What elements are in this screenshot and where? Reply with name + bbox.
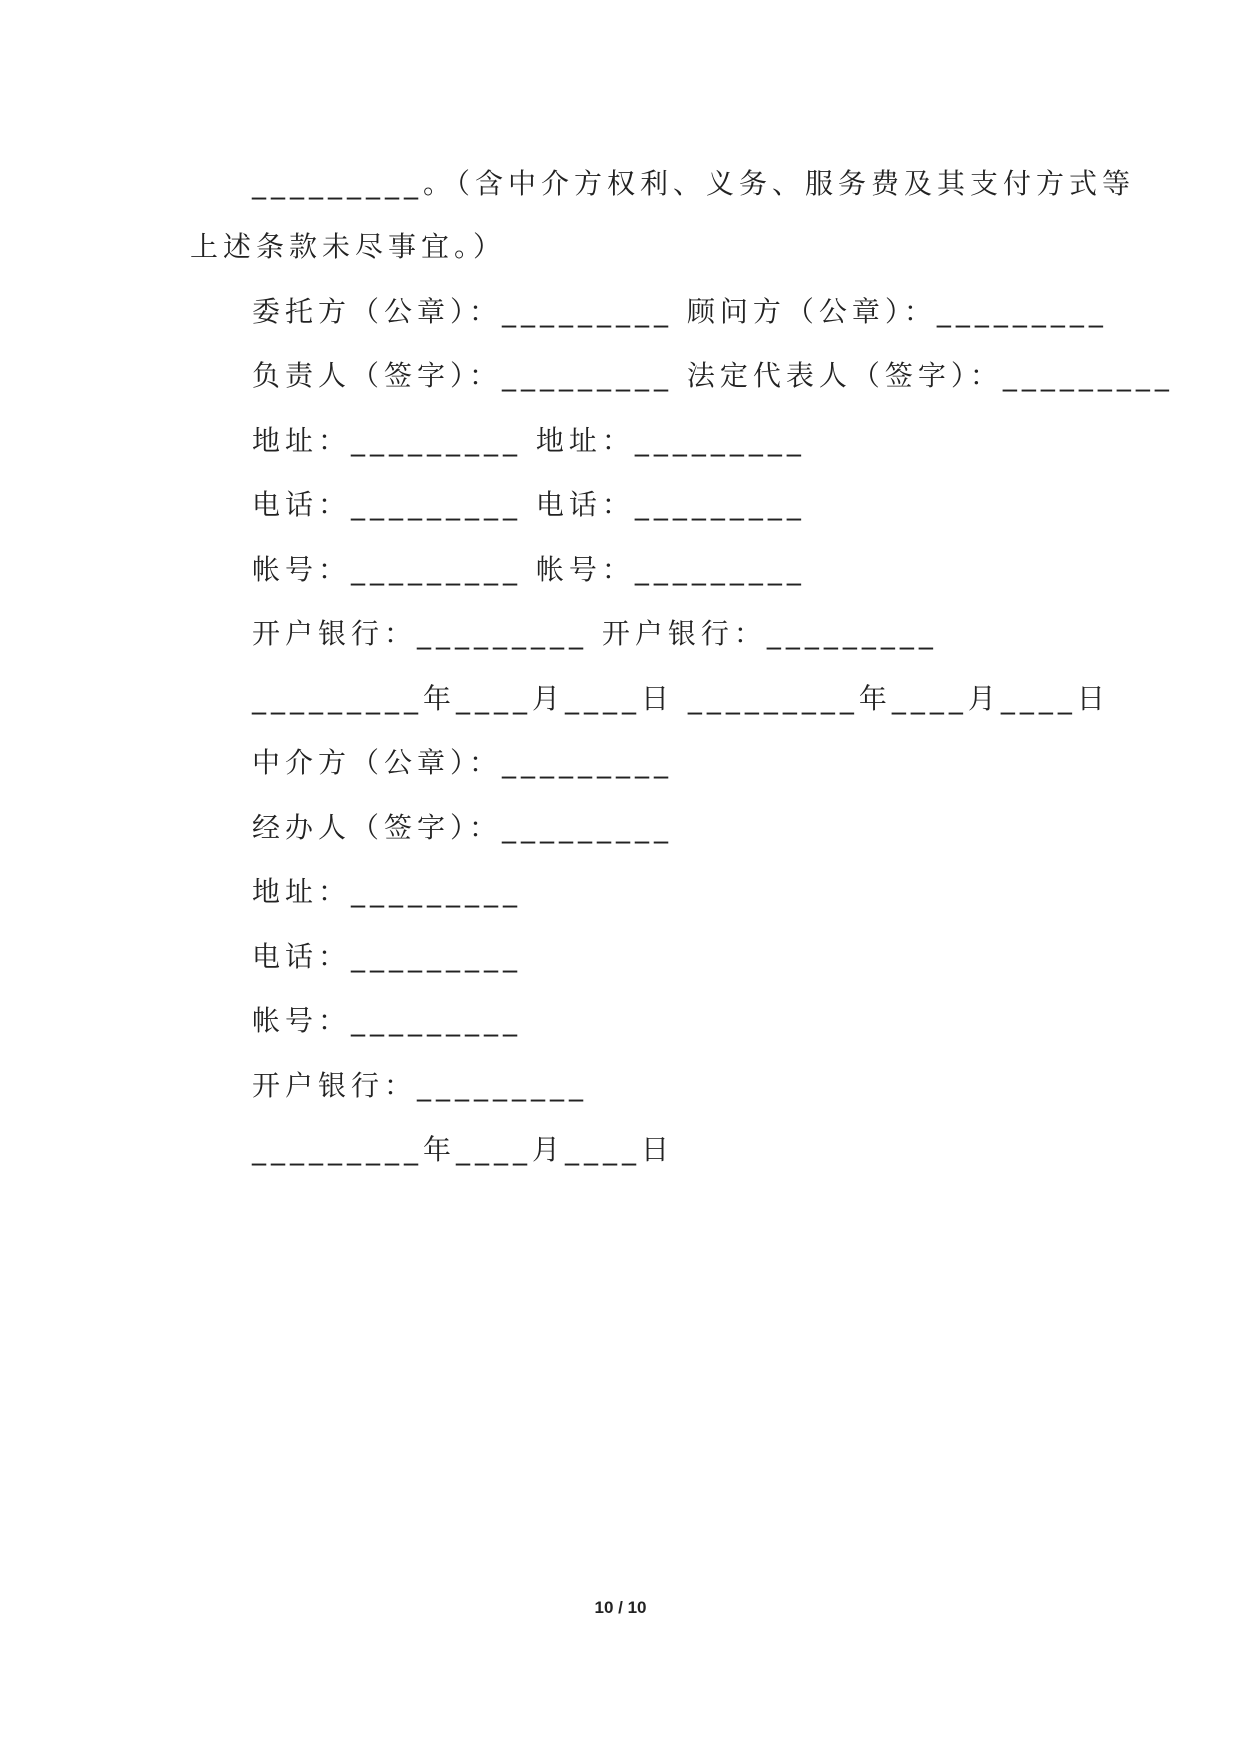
intermediary-seal-line: 中介方（公章）：_________: [252, 746, 674, 779]
page-number: 10 / 10: [594, 1598, 647, 1617]
phone-line: 电话：_________ 电话：_________: [252, 488, 806, 521]
intermediary-account-line: 帐号：_________: [252, 1004, 523, 1037]
intermediary-address-line: 地址：_________: [252, 875, 523, 908]
account-line: 帐号：_________ 帐号：_________: [252, 553, 806, 586]
responsible-signature-line: 负责人（签字）：_________ 法定代表人（签字）：_________: [252, 359, 1174, 392]
address-line: 地址：_________ 地址：_________: [252, 424, 806, 457]
client-seal-line: 委托方（公章）：_________ 顾问方（公章）：_________: [252, 295, 1108, 328]
intermediary-date-line: _________年____月____日: [252, 1133, 675, 1166]
handler-signature-line: 经办人（签字）：_________: [252, 811, 674, 844]
intermediary-phone-line: 电话：_________: [252, 940, 523, 973]
bank-line: 开户银行：_________ 开户银行：_________: [252, 617, 938, 650]
intermediary-bank-line: 开户银行：_________: [252, 1069, 589, 1102]
clause-ending-line: 上述条款未尽事宜。）: [190, 230, 507, 263]
date-line: _________年____月____日 _________年____月____日: [252, 682, 1110, 715]
clause-continuation-line: _________。（含中介方权利、义务、服务费及其支付方式等: [252, 167, 1136, 200]
